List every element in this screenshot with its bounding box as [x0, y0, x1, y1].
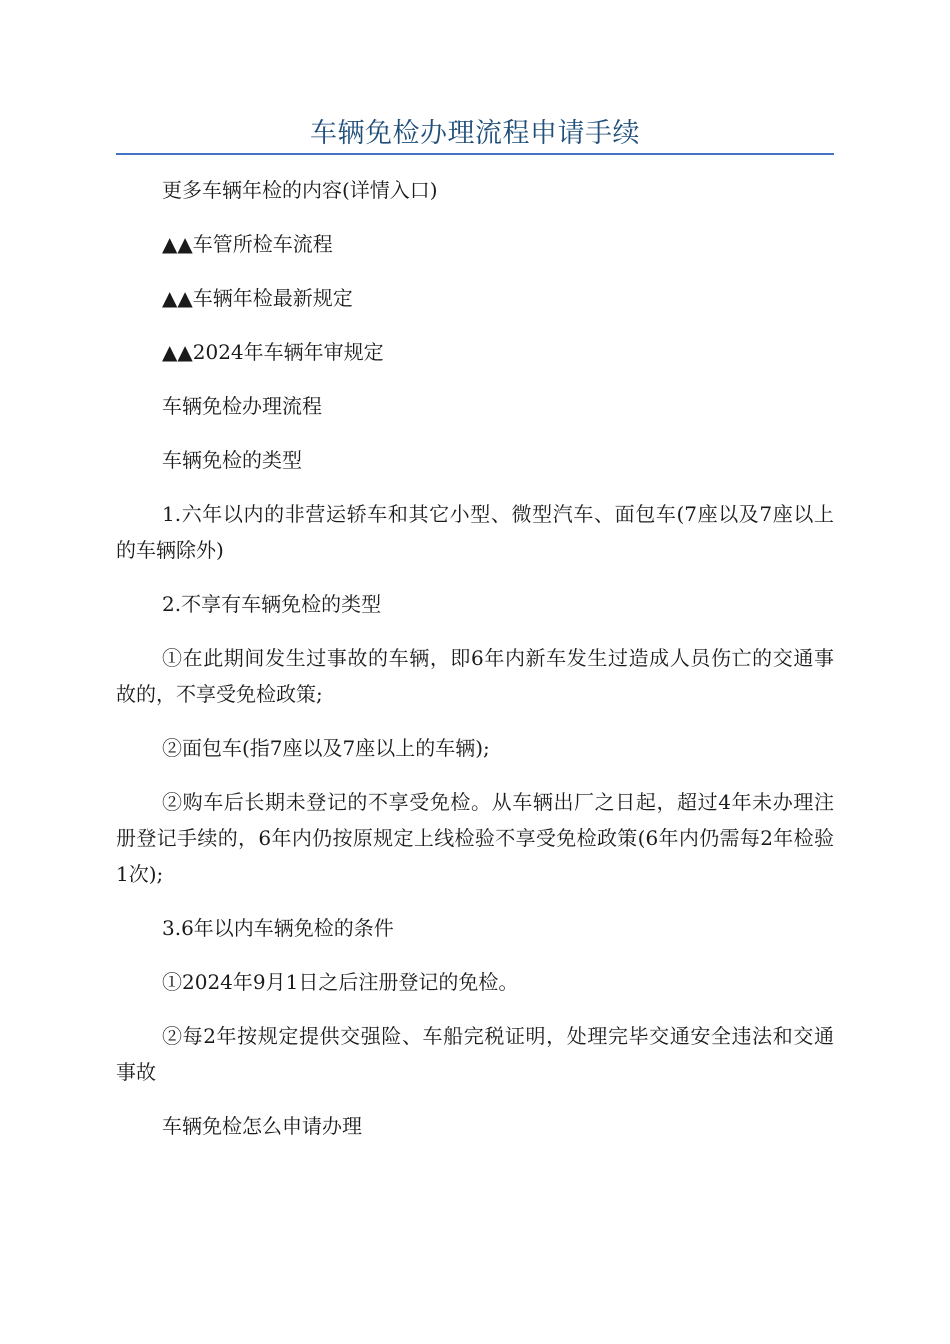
document-title: 车辆免检办理流程申请手续 — [310, 118, 640, 149]
paragraph-more-link: 更多车辆年检的内容(详情入口) — [162, 178, 438, 202]
paragraph-link-inspection-flow: ▲▲车管所检车流程 — [162, 232, 333, 256]
paragraph-item-3: 3.6年以内车辆免检的条件 — [162, 916, 394, 940]
paragraph-subitem-insurance: ②每2年按规定提供交强险、车船完税证明，处理完毕交通安全违法和交通事故 — [116, 1024, 834, 1084]
paragraph-heading-process: 车辆免检办理流程 — [162, 394, 322, 418]
paragraph-item-1: 1.六年以内的非营运轿车和其它小型、微型汽车、面包车(7座以及7座以上的车辆除外) — [116, 502, 834, 562]
paragraph-subitem-unregistered: ②购车后长期未登记的不享受免检。从车辆出厂之日起，超过4年未办理注册登记手续的，6年内仍按原规定上线检验不享受免检政策(6年内仍需每2年检验1次); — [116, 790, 834, 886]
paragraph-heading-apply: 车辆免检怎么申请办理 — [162, 1114, 362, 1138]
paragraph-subitem-date: ①2024年9月1日之后注册登记的免检。 — [162, 970, 519, 994]
title-underline — [116, 153, 834, 155]
paragraph-subitem-van: ②面包车(指7座以及7座以上的车辆); — [162, 736, 490, 760]
paragraph-heading-types: 车辆免检的类型 — [162, 448, 302, 472]
paragraph-item-2: 2.不享有车辆免检的类型 — [162, 592, 382, 616]
paragraph-link-2024-rules: ▲▲2024年车辆年审规定 — [162, 340, 384, 364]
paragraph-subitem-accident: ①在此期间发生过事故的车辆，即6年内新车发生过造成人员伤亡的交通事故的，不享受免检政策; — [116, 646, 834, 706]
document-body — [116, 172, 834, 1162]
paragraph-link-latest-rules: ▲▲车辆年检最新规定 — [162, 286, 353, 310]
